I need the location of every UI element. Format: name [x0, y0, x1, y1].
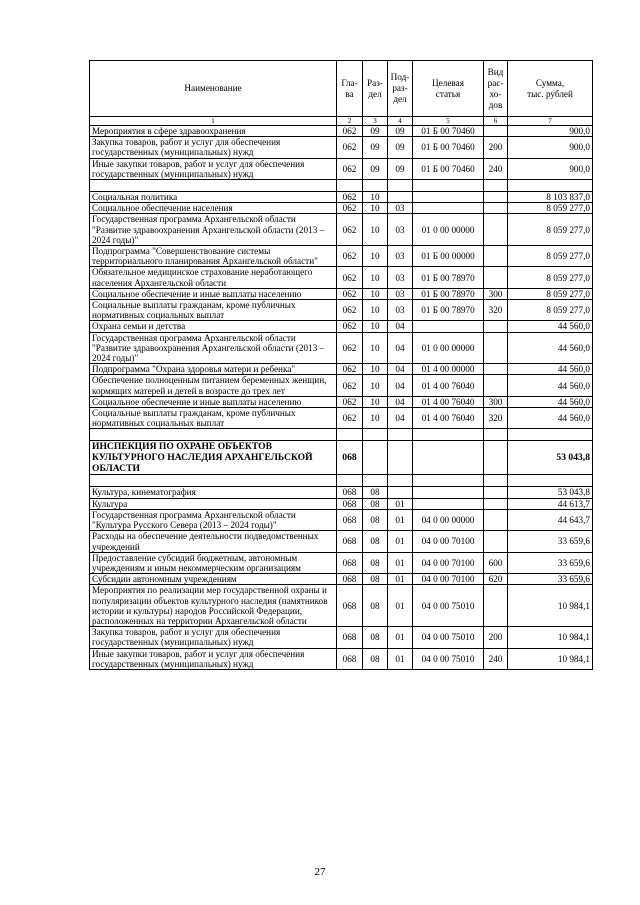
row-vid — [484, 375, 508, 396]
row-vid — [484, 364, 508, 375]
row-tselevaya: 01 Б 00 70460 — [413, 158, 484, 179]
row-razdel: 10 — [363, 214, 388, 246]
row-vid: 240 — [484, 648, 508, 669]
row-tselevaya: 01 Б 00 78970 — [413, 288, 484, 299]
table-row — [90, 364, 593, 375]
row-razdel — [363, 475, 388, 487]
row-summa: 10 984,1 — [508, 648, 593, 669]
table-row — [90, 288, 593, 299]
row-name: Мероприятия в сфере здравоохранения — [90, 126, 337, 137]
blank-row — [90, 180, 593, 192]
budget-table — [89, 60, 593, 670]
row-summa — [508, 429, 593, 441]
table-row — [90, 192, 593, 203]
row-podrazdel: 04 — [388, 396, 413, 407]
row-glava: 068 — [337, 487, 363, 498]
row-podrazdel: 04 — [388, 332, 413, 364]
row-razdel: 09 — [363, 158, 388, 179]
row-podrazdel: 01 — [388, 552, 413, 573]
colnum: 6 — [484, 117, 508, 126]
row-summa: 33 659,6 — [508, 574, 593, 585]
row-vid — [484, 531, 508, 552]
row-summa: 44 643,7 — [508, 509, 593, 530]
row-summa: 8 059 277,0 — [508, 203, 593, 214]
table-row — [90, 396, 593, 407]
row-summa: 900,0 — [508, 137, 593, 158]
row-name: Социальная политика — [90, 192, 337, 203]
row-razdel — [363, 441, 388, 475]
row-tselevaya — [413, 192, 484, 203]
row-glava: 068 — [337, 441, 363, 475]
row-tselevaya: 04 0 00 75010 — [413, 585, 484, 627]
row-glava: 068 — [337, 648, 363, 669]
row-name: Социальное обеспечение населения — [90, 203, 337, 214]
row-summa: 10 984,1 — [508, 627, 593, 648]
row-name: Культура — [90, 498, 337, 509]
row-razdel: 08 — [363, 648, 388, 669]
row-name: Расходы на обеспечение деятельности подведомственных учреждений — [90, 531, 337, 552]
page-number: 27 — [314, 866, 326, 878]
row-name: Закупка товаров, работ и услуг для обеспечения государственных (муниципальных) нужд — [90, 137, 337, 158]
row-summa: 44 560,0 — [508, 375, 593, 396]
row-summa: 53 043,8 — [508, 441, 593, 475]
row-vid: 200 — [484, 137, 508, 158]
row-razdel: 10 — [363, 332, 388, 364]
table-row — [90, 203, 593, 214]
row-name: Социальное обеспечение и иные выплаты населению — [90, 396, 337, 407]
row-glava: 062 — [337, 332, 363, 364]
header-tselevaya: Целевая статья — [413, 61, 484, 117]
row-razdel: 08 — [363, 509, 388, 530]
colnum: 1 — [90, 117, 337, 126]
row-name: Государственная программа Архангельской области "Развитие здравоохранения Архангельской области (2013 – 2024 годы)" — [90, 214, 337, 246]
row-tselevaya: 01 4 00 76040 — [413, 375, 484, 396]
row-razdel — [363, 429, 388, 441]
row-name: Социальные выплаты гражданам, кроме публичных нормативных социальных выплат — [90, 300, 337, 321]
row-name: Подпрограмма "Совершенствование системы территориального планирования Архангельской области" — [90, 246, 337, 267]
row-razdel: 10 — [363, 288, 388, 299]
row-glava: 062 — [337, 137, 363, 158]
row-glava: 062 — [337, 364, 363, 375]
row-name: Субсидии автономным учреждениям — [90, 574, 337, 585]
row-tselevaya: 01 Б 00 00000 — [413, 246, 484, 267]
row-vid — [484, 246, 508, 267]
row-tselevaya: 01 Б 00 78970 — [413, 267, 484, 288]
row-summa: 53 043,8 — [508, 487, 593, 498]
row-podrazdel: 01 — [388, 509, 413, 530]
row-tselevaya: 01 4 00 76040 — [413, 396, 484, 407]
row-tselevaya: 04 0 00 75010 — [413, 648, 484, 669]
row-razdel: 10 — [363, 408, 388, 429]
row-razdel: 09 — [363, 137, 388, 158]
colnum: 2 — [337, 117, 363, 126]
row-podrazdel: 03 — [388, 214, 413, 246]
row-vid — [484, 214, 508, 246]
row-vid — [484, 267, 508, 288]
colnum: 7 — [508, 117, 593, 126]
row-summa — [508, 475, 593, 487]
row-podrazdel — [388, 487, 413, 498]
blank-row — [90, 475, 593, 487]
row-podrazdel: 01 — [388, 627, 413, 648]
header-podrazdel: Под- раз- дел — [388, 61, 413, 117]
row-razdel: 10 — [363, 203, 388, 214]
row-tselevaya: 01 0 00 00000 — [413, 332, 484, 364]
row-name: Предоставление субсидий бюджетным, автономным учреждениям и иным некоммерческим организациям — [90, 552, 337, 573]
row-vid: 240 — [484, 158, 508, 179]
row-summa: 44 613,7 — [508, 498, 593, 509]
table-row — [90, 137, 593, 158]
row-glava: 062 — [337, 396, 363, 407]
row-razdel: 08 — [363, 552, 388, 573]
row-razdel: 10 — [363, 267, 388, 288]
row-razdel: 10 — [363, 321, 388, 332]
table-row — [90, 246, 593, 267]
row-vid: 300 — [484, 288, 508, 299]
table-body — [90, 126, 593, 670]
row-tselevaya — [413, 429, 484, 441]
header-name: Наименование — [90, 61, 337, 117]
row-summa — [508, 180, 593, 192]
row-razdel: 08 — [363, 487, 388, 498]
row-vid — [484, 585, 508, 627]
row-podrazdel: 04 — [388, 408, 413, 429]
row-summa: 8 059 277,0 — [508, 300, 593, 321]
row-vid: 320 — [484, 408, 508, 429]
row-tselevaya — [413, 180, 484, 192]
row-razdel: 08 — [363, 574, 388, 585]
row-glava — [337, 180, 363, 192]
table-row — [90, 158, 593, 179]
row-name: Подпрограмма "Охрана здоровья матери и ребенка" — [90, 364, 337, 375]
row-tselevaya: 04 0 00 70100 — [413, 531, 484, 552]
row-podrazdel — [388, 441, 413, 475]
row-razdel: 10 — [363, 300, 388, 321]
row-podrazdel: 01 — [388, 574, 413, 585]
row-summa: 33 659,6 — [508, 531, 593, 552]
row-razdel: 10 — [363, 192, 388, 203]
table-row — [90, 214, 593, 246]
row-podrazdel: 04 — [388, 321, 413, 332]
table-row — [90, 552, 593, 573]
table-row — [90, 531, 593, 552]
table-row — [90, 300, 593, 321]
row-podrazdel — [388, 180, 413, 192]
row-glava: 062 — [337, 214, 363, 246]
row-vid — [484, 487, 508, 498]
header-vid: Вид рас- хо- дов — [484, 61, 508, 117]
row-name — [90, 180, 337, 192]
row-podrazdel: 09 — [388, 126, 413, 137]
blank-row — [90, 429, 593, 441]
row-podrazdel — [388, 429, 413, 441]
row-vid — [484, 509, 508, 530]
row-podrazdel: 01 — [388, 498, 413, 509]
row-summa: 900,0 — [508, 158, 593, 179]
header-summa: Сумма, тыс. рублей — [508, 61, 593, 117]
colnum: 5 — [413, 117, 484, 126]
row-name: Государственная программа Архангельской области "Развитие здравоохранения Архангельской области (2013 – 2024 годы)" — [90, 332, 337, 364]
row-razdel: 10 — [363, 364, 388, 375]
row-tselevaya: 01 4 00 00000 — [413, 364, 484, 375]
row-tselevaya: 04 0 00 00000 — [413, 509, 484, 530]
row-vid — [484, 332, 508, 364]
table-row — [90, 509, 593, 530]
row-tselevaya: 04 0 00 70100 — [413, 552, 484, 573]
row-name: Обязательное медицинское страхование неработающего населения Архангельской области — [90, 267, 337, 288]
table-row — [90, 267, 593, 288]
row-vid — [484, 321, 508, 332]
row-glava: 068 — [337, 574, 363, 585]
row-podrazdel: 01 — [388, 531, 413, 552]
row-glava: 062 — [337, 267, 363, 288]
row-tselevaya — [413, 203, 484, 214]
row-razdel: 08 — [363, 531, 388, 552]
row-vid — [484, 429, 508, 441]
row-vid — [484, 203, 508, 214]
org-row — [90, 441, 593, 475]
row-podrazdel: 04 — [388, 375, 413, 396]
row-glava: 068 — [337, 552, 363, 573]
row-glava: 068 — [337, 627, 363, 648]
row-summa: 44 560,0 — [508, 332, 593, 364]
row-glava: 062 — [337, 375, 363, 396]
row-name — [90, 429, 337, 441]
row-tselevaya — [413, 441, 484, 475]
row-name — [90, 475, 337, 487]
row-razdel: 08 — [363, 585, 388, 627]
row-glava: 062 — [337, 321, 363, 332]
row-tselevaya — [413, 321, 484, 332]
table-row — [90, 332, 593, 364]
table-row — [90, 648, 593, 669]
table-row — [90, 585, 593, 627]
table-row — [90, 408, 593, 429]
row-summa: 44 560,0 — [508, 364, 593, 375]
row-glava: 068 — [337, 585, 363, 627]
row-summa: 8 059 277,0 — [508, 214, 593, 246]
row-podrazdel: 09 — [388, 158, 413, 179]
header-glava: Гла- ва — [337, 61, 363, 117]
row-razdel: 10 — [363, 375, 388, 396]
row-tselevaya: 01 0 00 00000 — [413, 214, 484, 246]
row-vid — [484, 441, 508, 475]
table-row — [90, 627, 593, 648]
table-row — [90, 574, 593, 585]
row-podrazdel: 04 — [388, 364, 413, 375]
row-name: Мероприятия по реализации мер государственной охраны и популяризации объектов культурного наследия (памятников истории и культуры) народов Российской Федерации, расположенных на территории Архангельской области — [90, 585, 337, 627]
row-glava: 068 — [337, 531, 363, 552]
row-glava: 062 — [337, 288, 363, 299]
row-podrazdel: 03 — [388, 246, 413, 267]
row-razdel — [363, 180, 388, 192]
row-tselevaya — [413, 498, 484, 509]
row-glava: 062 — [337, 203, 363, 214]
table-row — [90, 375, 593, 396]
row-glava: 068 — [337, 509, 363, 530]
row-podrazdel: 01 — [388, 648, 413, 669]
row-tselevaya — [413, 475, 484, 487]
row-tselevaya — [413, 487, 484, 498]
row-summa: 44 560,0 — [508, 396, 593, 407]
row-vid: 300 — [484, 396, 508, 407]
row-podrazdel: 03 — [388, 288, 413, 299]
row-name: ИНСПЕКЦИЯ ПО ОХРАНЕ ОБЪЕКТОВ КУЛЬТУРНОГО НАСЛЕДИЯ АРХАНГЕЛЬСКОЙ ОБЛАСТИ — [90, 441, 337, 475]
row-name: Государственная программа Архангельской области "Культура Русского Севера (2013 – 2024 годы)" — [90, 509, 337, 530]
colnum: 3 — [363, 117, 388, 126]
row-name: Обеспечение полноценным питанием беременных женщин, кормящих матерей и детей в возрасте до трех лет — [90, 375, 337, 396]
table-row — [90, 126, 593, 137]
row-summa: 10 984,1 — [508, 585, 593, 627]
row-name: Социальное обеспечение и иные выплаты населению — [90, 288, 337, 299]
row-name: Культура, кинематография — [90, 487, 337, 498]
row-glava: 062 — [337, 408, 363, 429]
row-summa: 8 103 837,0 — [508, 192, 593, 203]
row-glava: 062 — [337, 192, 363, 203]
row-name: Охрана семьи и детства — [90, 321, 337, 332]
row-podrazdel: 03 — [388, 203, 413, 214]
row-summa: 8 059 277,0 — [508, 288, 593, 299]
table-row — [90, 487, 593, 498]
row-summa: 44 560,0 — [508, 321, 593, 332]
row-razdel: 09 — [363, 126, 388, 137]
table-row — [90, 321, 593, 332]
row-podrazdel: 03 — [388, 267, 413, 288]
row-glava: 068 — [337, 498, 363, 509]
row-vid — [484, 475, 508, 487]
row-summa: 33 659,6 — [508, 552, 593, 573]
row-vid — [484, 126, 508, 137]
row-razdel: 10 — [363, 396, 388, 407]
row-podrazdel: 09 — [388, 137, 413, 158]
row-vid: 200 — [484, 627, 508, 648]
colnum: 4 — [388, 117, 413, 126]
row-vid: 320 — [484, 300, 508, 321]
row-glava: 062 — [337, 158, 363, 179]
row-name: Социальные выплаты гражданам, кроме публичных нормативных социальных выплат — [90, 408, 337, 429]
row-tselevaya: 01 Б 00 70460 — [413, 126, 484, 137]
row-vid: 620 — [484, 574, 508, 585]
row-tselevaya: 01 Б 00 70460 — [413, 137, 484, 158]
row-glava: 062 — [337, 246, 363, 267]
row-glava — [337, 475, 363, 487]
row-summa: 44 560,0 — [508, 408, 593, 429]
row-glava: 062 — [337, 126, 363, 137]
row-vid — [484, 192, 508, 203]
row-tselevaya: 04 0 00 70100 — [413, 574, 484, 585]
row-tselevaya: 01 4 00 76040 — [413, 408, 484, 429]
row-summa: 900,0 — [508, 126, 593, 137]
row-name: Иные закупки товаров, работ и услуг для обеспечения государственных (муниципальных) нужд — [90, 648, 337, 669]
row-razdel: 08 — [363, 498, 388, 509]
row-vid: 600 — [484, 552, 508, 573]
row-tselevaya: 04 0 00 75010 — [413, 627, 484, 648]
row-podrazdel — [388, 475, 413, 487]
row-name: Иные закупки товаров, работ и услуг для обеспечения государственных (муниципальных) нужд — [90, 158, 337, 179]
row-razdel: 10 — [363, 246, 388, 267]
row-podrazdel: 01 — [388, 585, 413, 627]
row-vid — [484, 180, 508, 192]
row-vid — [484, 498, 508, 509]
table-row — [90, 498, 593, 509]
row-name: Закупка товаров, работ и услуг для обеспечения государственных (муниципальных) нужд — [90, 627, 337, 648]
row-tselevaya: 01 Б 00 78970 — [413, 300, 484, 321]
row-podrazdel: 03 — [388, 300, 413, 321]
row-glava — [337, 429, 363, 441]
header-razdel: Раз- дел — [363, 61, 388, 117]
row-razdel: 08 — [363, 627, 388, 648]
row-podrazdel — [388, 192, 413, 203]
row-summa: 8 059 277,0 — [508, 246, 593, 267]
row-glava: 062 — [337, 300, 363, 321]
row-summa: 8 059 277,0 — [508, 267, 593, 288]
